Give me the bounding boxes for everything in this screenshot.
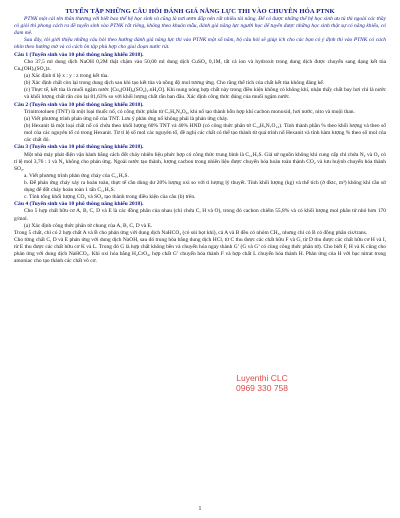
question-part: c. Tính tổng khối lượng CO₂ và SO₂ tạo thành trong điều kiện của câu (b) trên.	[24, 193, 196, 200]
question-heading: Câu 2 (Tuyển sinh vào 10 phổ thông năng khiếu 2018).	[14, 101, 144, 108]
intro-paragraph: PTNK một cái tên thân thương với biết bao thế hệ học sinh và cũng là nơi ươm đắp nên rất nhiều tài năng. Để có được những thế hệ học sinh ưu tú thì ngoài các thầy cô giỏi thì phong cách ra đề tuyển sinh vào PTNK rất riêng, không theo khuôn mẫu, đánh giá năng lực người học để tuyển được những học sinh thật sự có năng khiếu, có đam mê.	[14, 16, 386, 37]
question-heading: Câu 4 (Tuyển sinh vào 10 phổ thông năng khiếu 2018).	[14, 201, 144, 208]
question-part: (a) Xác định tỉ lệ x : y : z trong kết tủa.	[24, 72, 109, 79]
question-text: Trinitrotoluen (TNT) là một loại thuốc nổ, có công thức phân tử C₇H₅N₃O₆, khi nổ tạo thành hỗn hợp khí cacbon monoxid, hơi nước, nito và muội than.	[24, 108, 355, 115]
watermark	[236, 373, 288, 393]
question-text: Trong 5 chất, chỉ có 2 hợp chất A và B cho phản ứng với dung dịch NaHCO₃ (có sủi bọt khí), cả A và B đều có nhóm CH₃, nhưng chỉ có B có đồng phân cis/trans.	[14, 229, 368, 236]
question-text: Một nhà máy phát điện vận hành bằng cách đốt cháy nhiên liệu phức hợp có công thức trung bình là C₁₁H₇S. Giả sử nguồn không khí cung cấp chỉ chứa N₂ và O₂ có tỉ lệ mol 3,76 : 1 và N₂ không cho phản ứng. Ngoài nước tạo thành, lượng cacbon trong nhiên liệu được chuyển hóa hoàn toàn thành CO₂ và lưu huỳnh chuyển hóa thành SO₂.	[14, 151, 386, 172]
question-part: b. Để phản ứng cháy xảy ra hoàn toàn, thực tế cần dùng dư 20% lượng oxi so với tỉ lượng lý thuyết. Tính khối lượng (kg) và thể tích (ở đktc, m³) không khí cần sử dụng để đốt cháy hoàn toàn 1 tấn C₁₁H₇S.	[24, 179, 386, 193]
question-text: Cho 5 hợp chất hữu cơ A, B, C, D và E là các đồng phân của nhau (chỉ chứa C, H và O), trong đó cacbon chiếm 55,8% và có khối lượng mol phân tử nhỏ hơn 170 g/mol.	[14, 208, 386, 222]
watermark-line: Luyenthi CLC	[236, 373, 288, 383]
watermark-line: 0969 330 758	[236, 383, 288, 393]
document-page	[14, 8, 386, 265]
question-part: (b) Hexanit là một loại chất nổ có chứa theo khối lượng 60% TNT và 40% HND (có công thức phân tử C₁₂H₅N₇O₁₂). Tính thành phần % theo khối lượng và theo số mol của các nguyên tố có trong Hexanit. Từ tỉ lệ số mol các nguyên tố, đề nghị các chất có thể tạo thành từ quá trình nổ Hexanit và tính hàm lượng % theo số mol của các chất đó.	[24, 122, 386, 143]
page-number: 1	[198, 506, 202, 512]
question-part: (a) Viết phương trình phản ứng nổ của TNT. Lưu ý phản ứng nổ không phải là phản ứng cháy.	[24, 115, 229, 122]
question-part: a. Viết phương trình phản ứng cháy của C₁₁H₇S.	[24, 172, 129, 179]
question-text: Cho 37,5 ml dung dịch NaOH 0,2M thật chậm vào 50,00 ml dung dịch CuSO₄ 0,1M, tất cả ion và hydroxit trong dung dịch được chuyển sang dạng kết tủa Cuₓ(OH)ᵧ(SO₄)z.	[14, 58, 386, 72]
document-title: TUYỂN TẬP NHỮNG CÂU HỎI ĐÁNH GIÁ NĂNG LỰC THI VÀO CHUYÊN HÓA PTNK	[65, 8, 335, 15]
question-heading: Câu 1 (Tuyển sinh vào 10 phổ thông năng khiếu 2018).	[14, 51, 144, 58]
question-4	[14, 201, 386, 264]
question-part: (c) Thực tế, kết tủa là muối ngậm nước [Cu₄(OH)₆(SO₄)₁.nH₂O]. Khi nung nóng hợp chất này trong điều kiện không có không khí, nhận thấy chất bay hơi chỉ là nước và khối lượng chất rắn còn lại 81,63% so với khối lượng chất rắn ban đầu. Xác định công thức đúng của muối ngậm nước.	[24, 87, 386, 101]
question-heading: Câu 3 (Tuyển sinh vào 10 phổ thông năng khiếu 2018).	[14, 144, 144, 151]
question-text: Cho từng chất C, D và E phản ứng với dung dịch NaOH, sau đó trung hòa bằng dung dịch HCl, từ C thu được các chất hữu F và G, từ D thu được các chất hữu cơ H và I, từ E thu được các chất hữu cơ K và L. Trong đó G là hợp chất không bền và chuyển hóa ngay thành G’ (G và G’ có cùng công thức phân tử). Cho biết F, H và K cũng cho phản ứng với dung dịch NaHCO₃. Khi oxi hóa bằng H₂CrO₄, hợp chất G’ chuyển hóa thành F và hợp chất L chuyển hóa thành H. Phản ứng của H với bạc nitrat trong amoniac cho tạo thành các chất vô cơ.	[14, 236, 386, 264]
intro-section	[14, 16, 386, 51]
intro-paragraph: Sau đây, tôi giới thiệu những câu hỏi theo hướng đánh giá năng lực thi vào PTNK một số năm, bộ câu hỏi sẽ giúp ích cho các bạn có ý định thi vào PTNK có cách nhìn theo hướng mở và có cách ôn tập phù hợp cho giai đoạn nước rút.	[14, 37, 386, 51]
question-3	[14, 144, 386, 200]
question-part: (b) Xác định chất còn lại trong dung dịch sau khi tạo kết tủa và nồng độ mol tương ứng. Cho rằng thể tích của chất kết tủa không đáng kể.	[24, 79, 325, 86]
question-part: (a) Xác định công thức phân tử chung của A, B, C, D và E.	[24, 222, 153, 229]
question-1	[14, 52, 386, 101]
question-2	[14, 102, 386, 144]
